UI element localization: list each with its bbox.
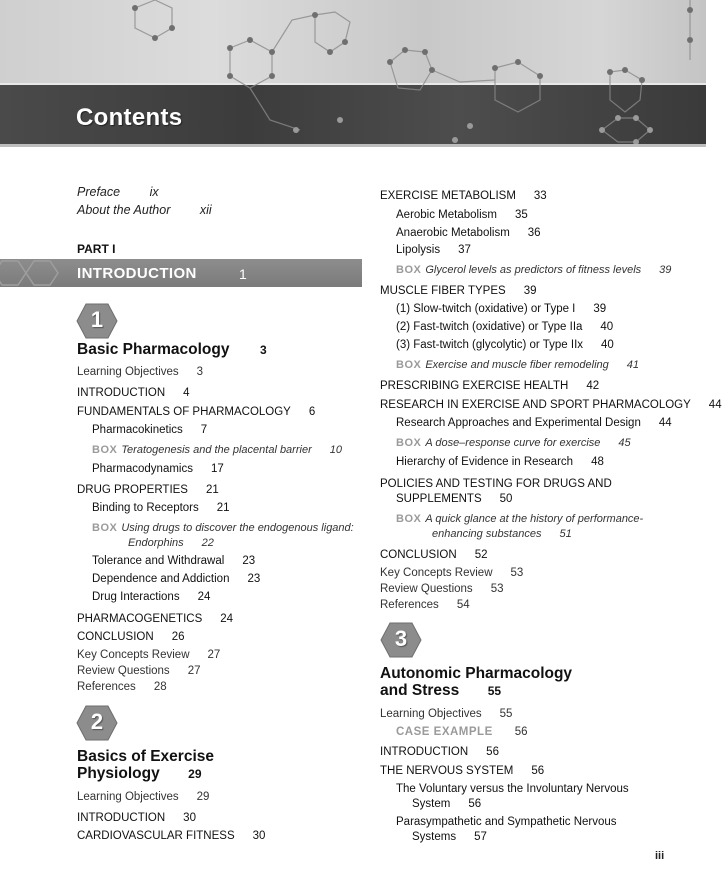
entry-page: 51 [559,528,572,540]
chapter-number-badge [380,622,422,658]
chapter-number: 2 [90,709,104,734]
entry-page: 45 [618,437,631,449]
entry-label: References [380,599,439,611]
toc-entry[interactable] [380,376,599,394]
entry-page: 7 [200,424,208,436]
entry-label: Learning Objectives [380,708,482,720]
toc-entry[interactable] [380,474,612,492]
entry-label-cont: System [412,798,451,810]
part-label: PART I [77,242,116,256]
hexagon-pattern-icon [0,259,70,287]
entry-label: RESEARCH IN EXERCISE AND SPORT PHARMACOLOGY [380,399,691,411]
entry-label: Learning Objectives [77,366,179,378]
entry-page: 48 [591,456,604,468]
header-bottom-rule [0,144,706,147]
entry-page: 56 [531,765,545,777]
toc-entry[interactable] [92,498,230,516]
toc-entry[interactable] [396,509,643,527]
page-title: Contents [76,104,183,131]
chapter-title-1[interactable] [77,341,267,359]
toc-entry[interactable] [77,402,315,420]
toc-entry[interactable] [396,335,614,353]
chapter-title-3-line2[interactable] [380,682,501,700]
toc-entry[interactable] [77,609,233,627]
chapter-title: Basic Pharmacology [77,341,230,358]
toc-entry[interactable] [396,779,629,797]
toc-entry[interactable] [92,420,207,438]
entry-page: 4 [183,387,190,399]
entry-label: (3) Fast-twitch (glycolytic) or Type IIx [396,339,584,351]
entry-label: Aerobic Metabolism [396,209,497,221]
toc-entry[interactable] [380,186,547,204]
entry-page: 10 [329,444,342,456]
toc-entry[interactable] [380,281,536,299]
entry-label: Key Concepts Review [380,567,493,579]
toc-entry[interactable] [396,433,631,451]
entry-label: DRUG PROPERTIES [77,484,188,496]
chapter-page: 55 [487,684,502,698]
box-title: Using drugs to discover the endogenous ligand: [121,522,354,534]
chapter-page: 3 [259,343,267,357]
toc-entry[interactable] [92,518,354,536]
entry-label: Review Questions [77,665,170,677]
toc-entry[interactable] [396,355,639,373]
entry-label: Pharmacodynamics [92,463,193,475]
chapter-title: and Stress [380,682,460,699]
box-title: Exercise and muscle fiber remodeling [425,359,609,371]
entry-label: Review Questions [380,583,473,595]
entry-page: 40 [600,321,614,333]
toc-entry[interactable] [77,677,167,695]
part-page: 1 [239,266,247,282]
entry-label: Lipolysis [396,244,441,256]
box-title: Teratogenesis and the placental barrier [121,444,312,456]
toc-entry[interactable] [396,205,528,223]
toc-entry-preface[interactable] [77,185,159,199]
part-title[interactable]: INTRODUCTION [77,265,197,282]
entry-label: CONCLUSION [77,631,154,643]
toc-entry[interactable] [92,440,342,458]
box-title-cont: Endorphins [128,537,184,549]
entry-label: Dependence and Addiction [92,573,230,585]
entry-label: Learning Objectives [77,791,179,803]
entry-page: 3 [196,366,204,378]
entry-label: PHARMACOGENETICS [77,613,203,625]
entry-label: Key Concepts Review [77,649,190,661]
entry-label: EXERCISE METABOLISM [380,190,516,202]
entry-page: 21 [205,484,219,496]
toc-entry[interactable] [380,595,470,613]
entry-page: 41 [626,359,640,371]
entry-label: The Voluntary versus the Involuntary Nervous [396,783,629,795]
entry-page: ix [149,185,159,199]
entry-page: 27 [187,665,201,677]
toc-entry[interactable] [380,395,722,413]
box-label: BOX [396,359,422,371]
entry-label: Anaerobic Metabolism [396,227,510,239]
chapter-number: 3 [394,626,408,651]
entry-page: 44 [658,417,672,429]
entry-label: Pharmacokinetics [92,424,183,436]
entry-page: 53 [510,567,524,579]
entry-page: 17 [210,463,224,475]
entry-label: Binding to Receptors [92,502,199,514]
entry-page: 22 [201,537,214,549]
entry-page: 28 [153,681,167,693]
entry-page: 23 [247,573,261,585]
entry-label: Hierarchy of Evidence in Research [396,456,574,468]
chapter-number-badge [76,303,118,339]
entry-label: Preface [77,185,121,199]
toc-entry[interactable] [77,787,209,805]
entry-label-cont: SUPPLEMENTS [396,493,482,505]
entry-page: xii [199,203,212,217]
entry-page: 52 [474,549,488,561]
entry-label: (2) Fast-twitch (oxidative) or Type IIa [396,321,583,333]
entry-label: INTRODUCTION [77,812,166,824]
toc-entry[interactable] [396,452,604,470]
box-title: Glycerol levels as predictors of fitness levels [425,264,642,276]
box-label: BOX [396,437,422,449]
entry-page: 39 [659,264,672,276]
entry-label: Drug Interactions [92,591,180,603]
entry-page: 6 [308,406,316,418]
entry-page: 35 [514,209,528,221]
entry-label: References [77,681,136,693]
case-example-label: CASE EXAMPLE [396,726,493,738]
toc-entry[interactable] [396,260,671,278]
entry-page: 24 [220,613,234,625]
entry-page: 29 [196,791,210,803]
entry-page: 53 [490,583,504,595]
entry-page: 54 [456,599,470,611]
entry-page: 27 [207,649,221,661]
chapter-page: 29 [188,767,202,781]
chapter-number: 1 [90,307,104,332]
entry-label: (1) Slow-twitch (oxidative) or Type I [396,303,576,315]
toc-entry-about-author[interactable] [77,203,212,217]
entry-page: 24 [197,591,211,603]
toc-entry[interactable] [380,742,499,760]
toc-entry[interactable] [396,240,471,258]
box-label: BOX [396,513,422,525]
entry-label: Parasympathetic and Sympathetic Nervous [396,816,617,828]
entry-page: 23 [242,555,256,567]
toc-entry[interactable] [92,569,260,587]
chapter-number-badge [76,705,118,741]
entry-label: Tolerance and Withdrawal [92,555,225,567]
entry-page: 50 [499,493,513,505]
entry-page: 36 [527,227,541,239]
entry-label: PRESCRIBING EXERCISE HEALTH [380,380,569,392]
chapter-title-2-line2[interactable] [77,765,202,783]
box-label: BOX [396,264,422,276]
box-title: A quick glance at the history of performance- [425,513,644,525]
entry-page: 39 [593,303,607,315]
entry-page: 42 [586,380,600,392]
entry-label: MUSCLE FIBER TYPES [380,285,506,297]
entry-page: 40 [601,339,614,351]
entry-label: About the Author [77,203,171,217]
entry-page: 44 [708,399,722,411]
chapter-title: Physiology [77,765,160,782]
page-number: iii [655,850,665,862]
toc-entry[interactable] [396,413,672,431]
entry-label: POLICIES AND TESTING FOR DRUGS AND [380,478,612,490]
entry-label: INTRODUCTION [77,387,166,399]
entry-page: 33 [533,190,547,202]
entry-page: 56 [486,746,499,758]
entry-page: 30 [252,830,266,842]
toc-entry[interactable] [396,223,541,241]
toc-entry[interactable] [396,299,606,317]
toc-entry[interactable] [396,317,613,335]
box-title-cont: enhancing substances [432,528,542,540]
toc-entry[interactable] [77,826,265,844]
entry-page: 30 [183,812,196,824]
toc-entry[interactable] [92,459,224,477]
entry-label: THE NERVOUS SYSTEM [380,765,514,777]
entry-label: FUNDAMENTALS OF PHARMACOLOGY [77,406,291,418]
toc-entry[interactable] [77,362,203,380]
entry-page: 56 [514,726,528,738]
toc-entry[interactable] [77,808,196,826]
entry-page: 37 [458,244,471,256]
toc-entry[interactable] [396,812,617,830]
entry-page: 21 [216,502,230,514]
toc-entry[interactable] [77,383,190,401]
toc-entry[interactable] [396,722,528,740]
entry-page: 26 [171,631,185,643]
box-label: BOX [92,444,118,456]
entry-page: 39 [523,285,537,297]
entry-label: INTRODUCTION [380,746,469,758]
entry-page: 55 [499,708,513,720]
toc-entry[interactable] [380,545,487,563]
toc-entry[interactable] [92,587,210,605]
entry-label: CARDIOVASCULAR FITNESS [77,830,235,842]
toc-entry[interactable] [77,480,219,498]
box-title: A dose–response curve for exercise [425,437,601,449]
entry-page: 56 [468,798,482,810]
entry-label-cont: Systems [412,831,457,843]
entry-label: CONCLUSION [380,549,457,561]
entry-label: Research Approaches and Experimental Design [396,417,641,429]
toc-entry[interactable] [92,551,255,569]
toc-entry[interactable] [380,704,512,722]
chapter-title-2-line1[interactable]: Basics of Exercise [77,748,215,765]
chapter-title-3-line1[interactable]: Autonomic Pharmacology [380,665,573,682]
entry-page: 57 [474,831,487,843]
toc-entry[interactable] [77,627,184,645]
toc-entry[interactable] [380,761,544,779]
box-label: BOX [92,522,118,534]
